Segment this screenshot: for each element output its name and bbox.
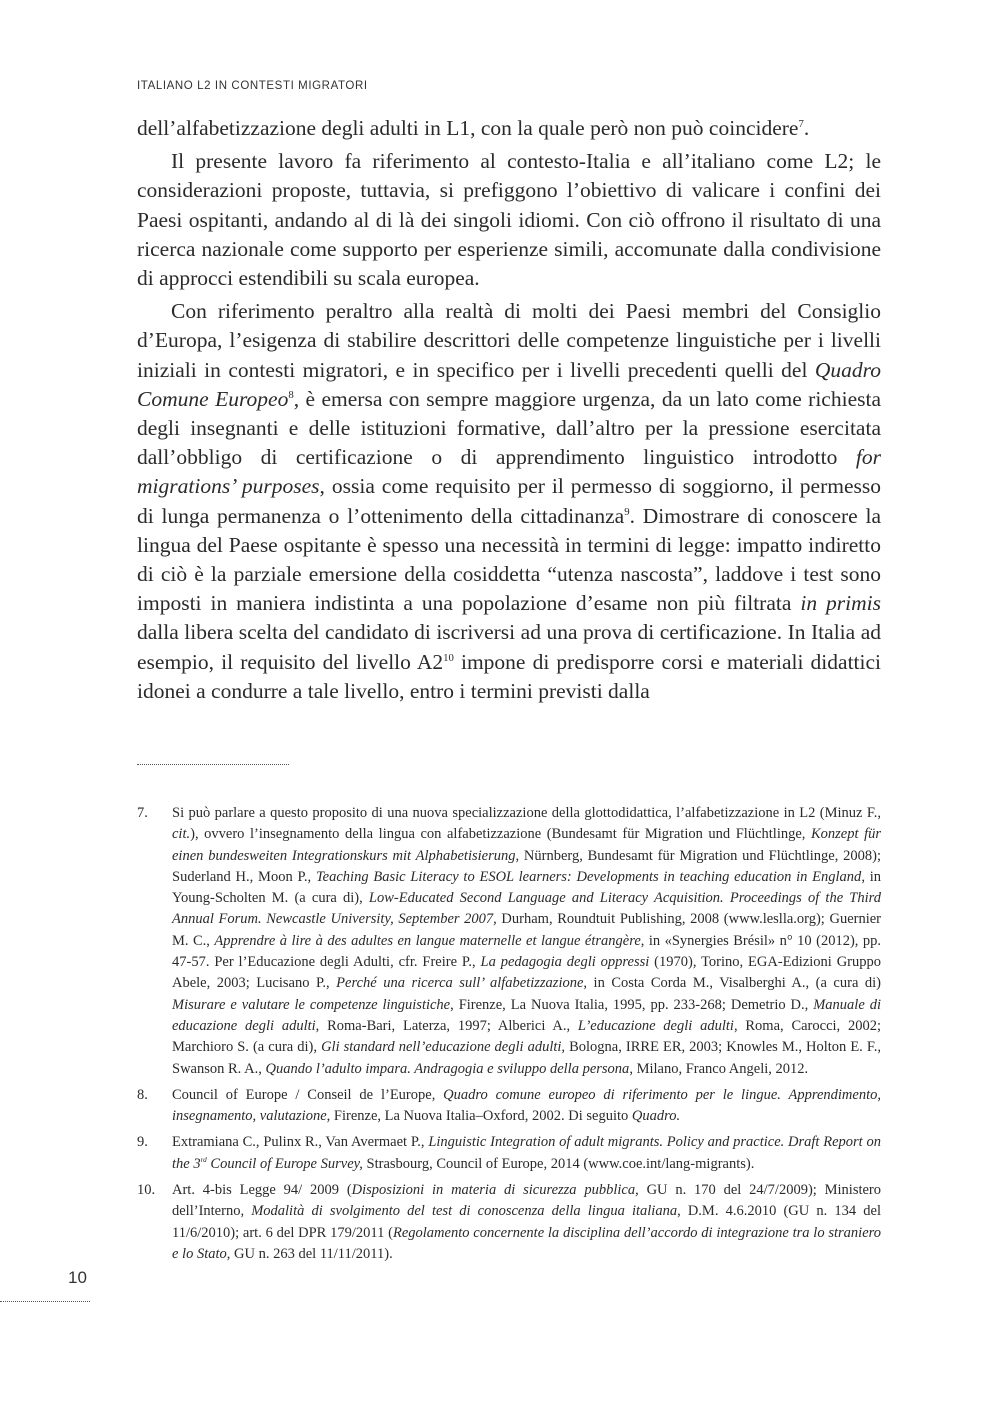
emphasis-title: Quadro Comune Europeo (137, 357, 881, 411)
emphasis-term: for migrations’ purposes (137, 445, 881, 499)
footnote-number: 8. (137, 1086, 148, 1103)
footnote-ref-9: 9 (624, 505, 630, 518)
paragraph-2: Il presente lavoro fa riferimento al contesto-Italia e all’italiano come L2; le considerazioni proposte, tuttavia, si prefiggono l’obiettivo di valicare i confini dei Paesi ospitanti, andando al di là dei singoli idiomi. Con ciò offrono il risultato di una ricerca nazionale come supporto per esperienze simili, accomunate dalla condivisione di approcci estendibili su scala europea. (137, 149, 881, 291)
footnotes (137, 803, 881, 1270)
body-text (137, 114, 881, 706)
footnote-text: Extramiana C., Pulinx R., Van Avermaet P., Linguistic Integration of adult migrants. Policy and practice. Draft Report on the 3rd Council of Europe Survey, Strasbourg, Council of Europe, 2014 (www.coe.int/lang-migrants). (172, 1134, 881, 1172)
footnote-ref-10: 10 (443, 651, 454, 664)
page-number: 10 (68, 1268, 87, 1287)
paragraph-1: dell’alfabetizzazione degli adulti in L1, con la quale però non può coincidere$^7$. (137, 116, 810, 140)
page-number-rule (0, 1301, 90, 1302)
footnote-text: Art. 4-bis Legge 94/ 2009 (Disposizioni in materia di sicurezza pubblica, GU n. 170 del 24/7/2009); Ministero dell’Interno, Modalità di svolgimento del test di conoscenza della lingua italiana, D.M. 4.6.2010 (GU n. 134 del 11/6/2010); art. 6 del DPR 179/2011 (Regolamento concernente la disciplina dell’accordo di integrazione tra lo straniero e lo Stato, GU n. 263 del 11/11/2011). (172, 1182, 882, 1262)
footnote-8 (137, 1085, 881, 1128)
paragraph-3: Con riferimento peraltro alla realtà di molti dei Paesi membri del Consiglio d’Europa, l’esigenza di stabilire descrittori delle competenze linguistiche per i livelli iniziali in contesti migratori, e in specifico per i livelli precedenti quelli del Quadro Comune Europeo$^8$, è emersa con sempre maggiore urgenza, da un lato come richiesta degli insegnanti e delle istituzioni formative, dall’altro per la pressione esercitata dall’obbligo di certificazione o di apprendimento linguistico introdotto for migrations’ purposes, ossia come requisito per il permesso di soggiorno, il permesso di lunga permanenza o l’ottenimento della cittadinanza$^9$. Dimostrare di conoscere la lingua del Paese ospitante è spesso una necessità in termini di legge: impatto indiretto di ciò è la parziale emersione della cosiddetta “utenza nascosta”, laddove i test sono imposti in maniera indistinta a una popolazione d’esame non più filtrata in primis dalla libera scelta del candidato di iscriversi ad una prova di certificazione. In Italia ad esempio, il requisito del livello $A2^{10}$ impone di predisporre corsi e materiali didattici idonei a condurre a tale livello, entro i termini previsti dalla (137, 299, 882, 703)
footnote-number: 7. (137, 805, 148, 821)
emphasis-latin: in primis (800, 591, 881, 616)
footnote-ref-7: 7 (798, 117, 804, 130)
footnote-text: Si può parlare a questo proposito di una nuova specializzazione della glottodidattica, l’alfabetizzazione in L2 (Minuz F., cit.), ovvero l’insegnamento della lingua con alfabetizzazione (Bundesamt für Migration und Flüchtlinge, Konzept für einen bundesweiten Integrationskurs mit Alphabetisierung, Nürnberg, Bundesamt für Migration und Flüchtlinge, 2008); Suderland H., Moon P., Teaching Basic Literacy to ESOL learners: Developments in teaching education in England, in Young-Scholten M. (a cura di), Low-Educated Second Language and Literacy Acquisition. Proceedings of the Third Annual Forum. Newcastle University, September 2007, Durham, Roundtuit Publishing, 2008 (www.leslla.org); Guernier M. C., Apprendre à lire à des adultes en langue maternelle et langue étrangère, in «Synergies Brésil» n° 10 (2012), pp. 47-57. Per l’Educazione degli Adulti, cfr. Freire P., La pedagogia degli oppressi (1970), Torino, EGA-Edizioni Gruppo Abele, 2003; Lucisano P., Perché una ricerca sull’ alfabetizzazione, in Costa Corda M., Visalberghi A., (a cura di) Misurare e valutare le competenze linguistiche, Firenze, La Nuova Italia, 1995, pp. 233-268; Demetrio D., Manuale di educazione degli adulti, Roma-Bari, Laterza, 1997; Alberici A., L’educazione degli adulti, Roma, Carocci, 2002; Marchioro S. (a cura di), Gli standard nell’educazione degli adulti, Bologna, IRRE ER, 2003; Knowles M., Holton E. F., Swanson R. A., Quando l’adulto impara. Andragogia e sviluppo della persona, Milano, Franco Angeli, 2012. (172, 805, 882, 1077)
footnote-7 (137, 803, 881, 1080)
footnote-number: 9. (137, 1134, 148, 1151)
footnote-9 (137, 1132, 881, 1175)
running-header: ITALIANO L2 IN CONTESTI MIGRATORI (137, 80, 368, 92)
footnote-text: Council of Europe / Conseil de l’Europe, Quadro comune europeo di riferimento per le lingue. Apprendimento, insegnamento, valutazione, Firenze, La Nuova Italia–Oxford, 2002. Di seguito Quadro. (172, 1086, 881, 1125)
footnote-number: 10. (137, 1182, 156, 1199)
footnote-ref-8: 8 (288, 388, 294, 401)
footnote-10 (137, 1180, 881, 1265)
footnote-divider (137, 764, 289, 765)
